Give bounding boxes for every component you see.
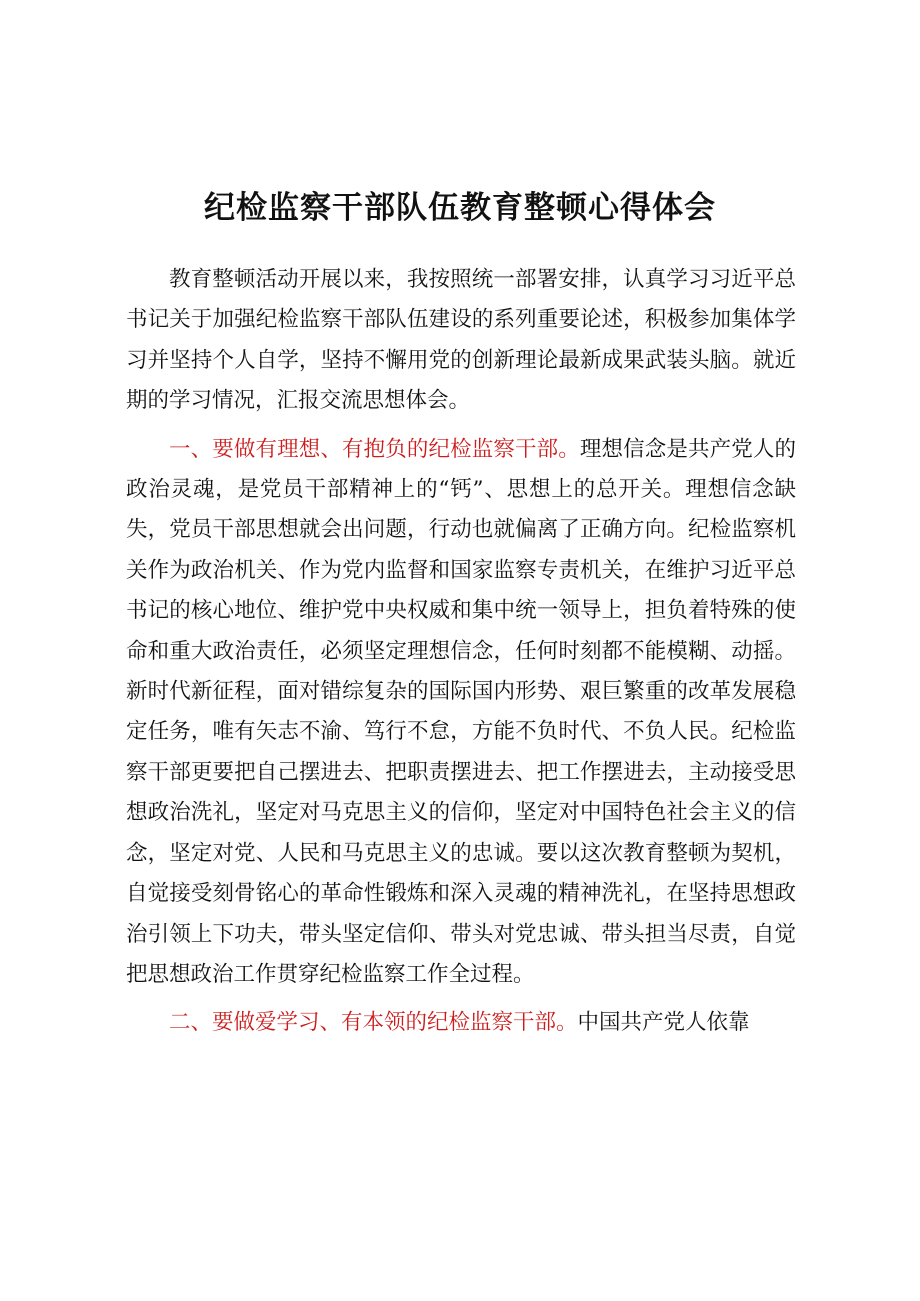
section-heading: 一、要做有理想、有抱负的纪检监察干部。: [169, 436, 580, 462]
intro-paragraph: [126, 260, 796, 422]
paragraph-text: 中国共产党人依靠: [577, 1010, 750, 1036]
paragraph-text: 理想信念是共产党人的政治灵魂，是党员干部精神上的“钙”、思想上的总开关。理想信念缺失，党员干部思想就会出问题，行动也就偏离了正确方向。纪检监察机关作为政治机关、作为党内监督和国家监察专责机关，在维护习近平总书记的核心地位、维护党中央权威和集中统一领导上，担负着特殊的使命和重大政治责任，必须坚定理想信念，任何时刻都不能模糊、动摇。新时代新征程，面对错综复杂的国际国内形势、艰巨繁重的改革发展稳定任务，唯有矢志不渝、笃行不怠，方能不负时代、不负人民。纪检监察干部更要把自己摆进去、把职责摆进去、把工作摆进去，主动接受思想政治洗礼，坚定对马克思主义的信仰，坚定对中国特色社会主义的信念，坚定对党、人民和马克思主义的忠诚。要以这次教育整顿为契机，自觉接受刻骨铭心的革命性锻炼和深入灵魂的精神洗礼，在坚持思想政治引领上下功夫，带头坚定信仰、带头对党忠诚、带头担当尽责，自觉把思想政治工作贯穿纪检监察工作全过程。: [126, 436, 796, 987]
document-title: 纪检监察干部队伍教育整顿心得体会: [204, 190, 716, 226]
document-body: [126, 260, 796, 1044]
section-heading: 二、要做爱学习、有本领的纪检监察干部。: [169, 1010, 578, 1036]
section-one-paragraph: [126, 430, 796, 996]
section-two-paragraph: [126, 1003, 796, 1043]
paragraph-text: 教育整顿活动开展以来，我按照统一部署安排，认真学习习近平总书记关于加强纪检监察干部队伍建设的系列重要论述，积极参加集体学习并坚持个人自学，坚持不懈用党的创新理论最新成果武装头脑。就近期的学习情况，汇报交流思想体会。: [126, 267, 796, 414]
